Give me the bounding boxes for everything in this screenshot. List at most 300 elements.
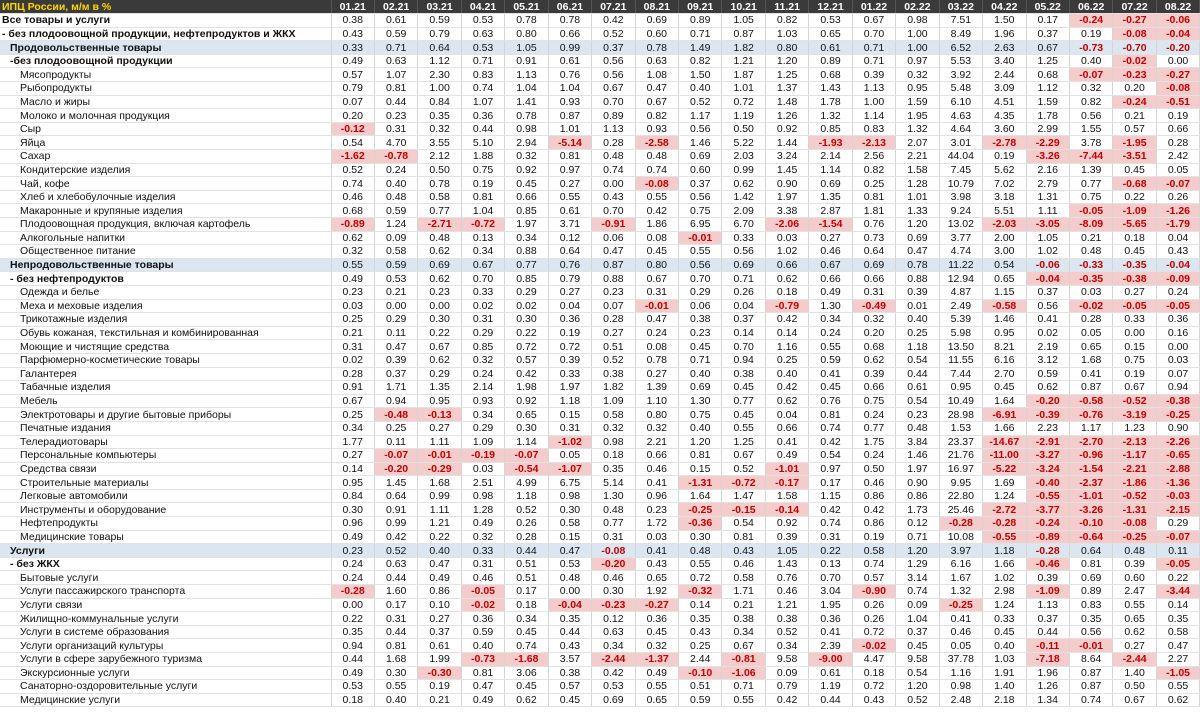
row-label[interactable]: Рыбопродукты (0, 82, 331, 96)
value-cell[interactable]: -0.38 (1113, 272, 1156, 286)
value-cell[interactable]: 3.84 (896, 435, 939, 449)
row-label[interactable]: Персональные компьютеры (0, 449, 331, 463)
value-cell[interactable]: -0.08 (1156, 82, 1199, 96)
value-cell[interactable]: 0.54 (896, 394, 939, 408)
value-cell[interactable]: 0.47 (592, 245, 635, 259)
value-cell[interactable]: 8.21 (983, 340, 1026, 354)
value-cell[interactable]: 0.31 (592, 530, 635, 544)
column-header[interactable]: 05.22 (1026, 0, 1069, 14)
value-cell[interactable]: 0.67 (852, 14, 895, 28)
value-cell[interactable]: 0.18 (1113, 231, 1156, 245)
value-cell[interactable]: 0.99 (722, 163, 765, 177)
value-cell[interactable]: 3.92 (939, 68, 982, 82)
value-cell[interactable]: 0.29 (374, 313, 417, 327)
value-cell[interactable]: 0.23 (331, 544, 374, 558)
value-cell[interactable]: 0.47 (548, 544, 591, 558)
value-cell[interactable]: 0.31 (809, 530, 852, 544)
value-cell[interactable]: 2.16 (1026, 163, 1069, 177)
value-cell[interactable]: 0.55 (679, 245, 722, 259)
value-cell[interactable]: 9.58 (765, 653, 808, 667)
value-cell[interactable]: 1.68 (374, 653, 417, 667)
value-cell[interactable]: 0.02 (331, 353, 374, 367)
row-label[interactable]: Медицинские товары (0, 530, 331, 544)
value-cell[interactable]: 7.51 (939, 14, 982, 28)
value-cell[interactable]: -0.81 (722, 653, 765, 667)
value-cell[interactable]: 0.26 (852, 612, 895, 626)
value-cell[interactable]: 0.43 (679, 625, 722, 639)
value-cell[interactable]: 2.23 (1026, 421, 1069, 435)
value-cell[interactable]: 4.64 (939, 122, 982, 136)
row-label[interactable]: Строительные материалы (0, 476, 331, 490)
value-cell[interactable]: 0.03 (1069, 285, 1112, 299)
value-cell[interactable]: 0.31 (635, 285, 678, 299)
value-cell[interactable]: 1.97 (505, 218, 548, 232)
value-cell[interactable]: 0.94 (1156, 381, 1199, 395)
column-header[interactable]: 11.21 (765, 0, 808, 14)
value-cell[interactable]: 0.48 (592, 150, 635, 164)
value-cell[interactable]: 1.59 (1026, 95, 1069, 109)
value-cell[interactable]: 1.02 (1026, 245, 1069, 259)
value-cell[interactable]: 1.45 (374, 476, 417, 490)
value-cell[interactable]: 1.47 (722, 489, 765, 503)
value-cell[interactable]: 0.06 (679, 299, 722, 313)
value-cell[interactable]: 0.40 (983, 639, 1026, 653)
value-cell[interactable]: 2.51 (461, 476, 504, 490)
value-cell[interactable]: 1.14 (852, 109, 895, 123)
value-cell[interactable]: 1.43 (809, 82, 852, 96)
value-cell[interactable]: -3.19 (1113, 408, 1156, 422)
row-label[interactable]: Обувь кожаная, текстильная и комбинированная (0, 326, 331, 340)
value-cell[interactable]: 3.09 (983, 82, 1026, 96)
value-cell[interactable]: -0.20 (1026, 394, 1069, 408)
value-cell[interactable]: 0.52 (592, 353, 635, 367)
value-cell[interactable]: 1.16 (939, 666, 982, 680)
value-cell[interactable]: 1.96 (1026, 666, 1069, 680)
value-cell[interactable]: 0.92 (505, 394, 548, 408)
value-cell[interactable]: -7.18 (1026, 653, 1069, 667)
value-cell[interactable]: 0.61 (548, 204, 591, 218)
row-label[interactable]: Галантерея (0, 367, 331, 381)
value-cell[interactable]: 0.03 (461, 462, 504, 476)
value-cell[interactable]: 0.63 (374, 557, 417, 571)
value-cell[interactable]: 0.21 (418, 693, 461, 707)
value-cell[interactable]: 2.49 (939, 299, 982, 313)
value-cell[interactable]: 25.46 (939, 503, 982, 517)
value-cell[interactable]: 0.49 (809, 285, 852, 299)
value-cell[interactable]: 0.90 (765, 177, 808, 191)
value-cell[interactable]: 1.11 (418, 435, 461, 449)
value-cell[interactable]: 0.74 (331, 177, 374, 191)
value-cell[interactable]: 1.78 (1026, 109, 1069, 123)
value-cell[interactable]: 0.92 (765, 122, 808, 136)
value-cell[interactable]: -0.48 (374, 408, 417, 422)
value-cell[interactable]: 0.59 (679, 693, 722, 707)
value-cell[interactable]: 0.18 (505, 598, 548, 612)
value-cell[interactable]: -0.02 (852, 639, 895, 653)
value-cell[interactable]: -0.25 (939, 598, 982, 612)
value-cell[interactable]: 0.45 (1113, 245, 1156, 259)
value-cell[interactable]: -0.02 (1113, 54, 1156, 68)
row-label[interactable]: Хлеб и хлебобулочные изделия (0, 190, 331, 204)
value-cell[interactable]: 0.22 (331, 612, 374, 626)
value-cell[interactable]: 0.00 (1156, 54, 1199, 68)
value-cell[interactable]: 0.56 (1069, 109, 1112, 123)
value-cell[interactable]: 0.45 (635, 625, 678, 639)
value-cell[interactable]: 0.75 (461, 163, 504, 177)
value-cell[interactable]: 12.94 (939, 272, 982, 286)
value-cell[interactable]: 0.64 (852, 245, 895, 259)
value-cell[interactable]: 0.69 (809, 177, 852, 191)
value-cell[interactable]: 0.44 (548, 625, 591, 639)
value-cell[interactable]: -1.37 (635, 653, 678, 667)
value-cell[interactable]: 0.69 (1069, 571, 1112, 585)
value-cell[interactable]: 0.95 (896, 82, 939, 96)
value-cell[interactable]: 0.24 (331, 557, 374, 571)
value-cell[interactable]: 0.32 (852, 313, 895, 327)
value-cell[interactable]: 0.61 (374, 14, 417, 28)
value-cell[interactable]: 0.81 (548, 150, 591, 164)
value-cell[interactable]: 0.60 (679, 163, 722, 177)
value-cell[interactable]: 6.95 (679, 218, 722, 232)
value-cell[interactable]: 44.04 (939, 150, 982, 164)
row-label[interactable]: Услуги организаций культуры (0, 639, 331, 653)
value-cell[interactable]: 1.12 (1026, 82, 1069, 96)
value-cell[interactable]: -0.15 (722, 503, 765, 517)
value-cell[interactable]: 0.19 (418, 680, 461, 694)
value-cell[interactable]: 0.88 (896, 272, 939, 286)
value-cell[interactable]: 0.14 (331, 462, 374, 476)
value-cell[interactable]: 1.05 (722, 14, 765, 28)
value-cell[interactable]: 0.33 (722, 231, 765, 245)
value-cell[interactable]: 0.24 (852, 408, 895, 422)
value-cell[interactable]: 0.53 (548, 557, 591, 571)
value-cell[interactable]: -0.28 (939, 517, 982, 531)
value-cell[interactable]: 1.68 (418, 476, 461, 490)
value-cell[interactable]: 0.49 (418, 571, 461, 585)
value-cell[interactable]: 0.62 (852, 353, 895, 367)
value-cell[interactable]: 0.72 (852, 680, 895, 694)
value-cell[interactable]: 4.35 (983, 109, 1026, 123)
value-cell[interactable]: 0.46 (331, 190, 374, 204)
value-cell[interactable]: -3.51 (1113, 150, 1156, 164)
value-cell[interactable]: 1.86 (635, 218, 678, 232)
value-cell[interactable]: 0.90 (1156, 421, 1199, 435)
value-cell[interactable]: 1.91 (983, 666, 1026, 680)
value-cell[interactable]: 0.24 (852, 449, 895, 463)
value-cell[interactable]: -0.24 (1026, 517, 1069, 531)
value-cell[interactable]: 0.89 (592, 109, 635, 123)
value-cell[interactable]: 1.19 (809, 680, 852, 694)
value-cell[interactable]: 0.00 (418, 299, 461, 313)
value-cell[interactable]: 0.41 (939, 612, 982, 626)
value-cell[interactable]: 0.69 (679, 150, 722, 164)
value-cell[interactable]: 0.83 (852, 122, 895, 136)
value-cell[interactable]: 0.25 (679, 639, 722, 653)
value-cell[interactable]: 0.62 (418, 272, 461, 286)
value-cell[interactable]: 0.65 (505, 408, 548, 422)
value-cell[interactable]: -0.27 (1156, 68, 1199, 82)
value-cell[interactable]: 0.20 (331, 109, 374, 123)
value-cell[interactable]: -0.30 (418, 666, 461, 680)
value-cell[interactable]: 0.09 (374, 231, 417, 245)
value-cell[interactable]: 0.26 (1156, 190, 1199, 204)
value-cell[interactable]: 2.21 (635, 435, 678, 449)
value-cell[interactable]: 3.71 (548, 218, 591, 232)
value-cell[interactable]: 0.23 (896, 408, 939, 422)
value-cell[interactable]: 3.06 (505, 666, 548, 680)
value-cell[interactable]: 1.17 (679, 109, 722, 123)
value-cell[interactable]: 0.56 (722, 245, 765, 259)
sheet-title[interactable]: ИПЦ России, м/м в % (0, 0, 331, 14)
row-label[interactable]: Сахар (0, 150, 331, 164)
value-cell[interactable]: -0.33 (1069, 258, 1112, 272)
value-cell[interactable]: 0.14 (765, 326, 808, 340)
value-cell[interactable]: 0.00 (1156, 340, 1199, 354)
value-cell[interactable]: 0.61 (809, 666, 852, 680)
value-cell[interactable]: 0.11 (374, 326, 417, 340)
value-cell[interactable]: 0.66 (635, 449, 678, 463)
value-cell[interactable]: -3.24 (1026, 462, 1069, 476)
value-cell[interactable]: 0.38 (765, 612, 808, 626)
value-cell[interactable]: 0.78 (896, 258, 939, 272)
value-cell[interactable]: 1.64 (679, 489, 722, 503)
value-cell[interactable]: 0.04 (722, 299, 765, 313)
row-label[interactable]: Трикотажные изделия (0, 313, 331, 327)
value-cell[interactable]: 0.51 (505, 571, 548, 585)
value-cell[interactable]: 0.42 (809, 435, 852, 449)
value-cell[interactable]: 0.71 (852, 54, 895, 68)
value-cell[interactable]: 1.99 (418, 653, 461, 667)
value-cell[interactable]: -0.11 (1026, 639, 1069, 653)
value-cell[interactable]: 0.28 (331, 367, 374, 381)
value-cell[interactable]: 0.31 (461, 557, 504, 571)
value-cell[interactable]: 0.53 (461, 41, 504, 55)
value-cell[interactable]: 0.39 (852, 367, 895, 381)
row-label[interactable]: -без плодоовощной продукции (0, 54, 331, 68)
value-cell[interactable]: 0.15 (548, 530, 591, 544)
row-label[interactable]: Печатные издания (0, 421, 331, 435)
value-cell[interactable]: 0.87 (722, 27, 765, 41)
value-cell[interactable]: 0.59 (809, 353, 852, 367)
value-cell[interactable]: 1.19 (722, 109, 765, 123)
value-cell[interactable]: 0.59 (1026, 367, 1069, 381)
value-cell[interactable]: 8.49 (939, 27, 982, 41)
value-cell[interactable]: 1.77 (331, 435, 374, 449)
value-cell[interactable]: 0.36 (635, 612, 678, 626)
value-cell[interactable]: 0.75 (1069, 190, 1112, 204)
value-cell[interactable]: 7.44 (939, 367, 982, 381)
value-cell[interactable]: 0.77 (722, 394, 765, 408)
value-cell[interactable]: 0.32 (635, 421, 678, 435)
value-cell[interactable]: 0.59 (461, 625, 504, 639)
value-cell[interactable]: -0.04 (1026, 272, 1069, 286)
value-cell[interactable]: 0.34 (809, 313, 852, 327)
value-cell[interactable]: -3.26 (1069, 503, 1112, 517)
value-cell[interactable]: 0.22 (505, 326, 548, 340)
value-cell[interactable]: -0.28 (983, 517, 1026, 531)
value-cell[interactable]: 0.50 (722, 122, 765, 136)
value-cell[interactable]: 3.57 (548, 653, 591, 667)
value-cell[interactable]: 3.40 (983, 54, 1026, 68)
value-cell[interactable]: 0.93 (548, 95, 591, 109)
value-cell[interactable]: 1.81 (852, 204, 895, 218)
value-cell[interactable]: -0.05 (1156, 557, 1199, 571)
value-cell[interactable]: 0.51 (592, 340, 635, 354)
value-cell[interactable]: 0.31 (852, 285, 895, 299)
value-cell[interactable]: 1.39 (635, 381, 678, 395)
row-label[interactable]: Медицинские услуги (0, 693, 331, 707)
value-cell[interactable]: -1.31 (679, 476, 722, 490)
value-cell[interactable]: 0.45 (983, 625, 1026, 639)
value-cell[interactable]: 1.97 (548, 381, 591, 395)
value-cell[interactable]: -5.65 (1113, 218, 1156, 232)
value-cell[interactable]: 0.40 (896, 313, 939, 327)
value-cell[interactable]: -0.55 (1026, 489, 1069, 503)
value-cell[interactable]: 3.12 (1026, 353, 1069, 367)
value-cell[interactable]: 0.69 (722, 258, 765, 272)
column-header[interactable]: 01.22 (852, 0, 895, 14)
value-cell[interactable]: 0.45 (896, 639, 939, 653)
value-cell[interactable]: 0.22 (809, 544, 852, 558)
value-cell[interactable]: -14.67 (983, 435, 1026, 449)
value-cell[interactable]: 0.35 (679, 612, 722, 626)
value-cell[interactable]: 1.40 (1113, 666, 1156, 680)
value-cell[interactable]: 16.97 (939, 462, 982, 476)
value-cell[interactable]: -3.27 (1026, 449, 1069, 463)
value-cell[interactable]: 0.37 (896, 625, 939, 639)
column-header[interactable]: 02.21 (374, 0, 417, 14)
value-cell[interactable]: 0.28 (592, 136, 635, 150)
value-cell[interactable]: 0.71 (461, 54, 504, 68)
value-cell[interactable]: 1.01 (722, 82, 765, 96)
value-cell[interactable]: 0.81 (461, 190, 504, 204)
value-cell[interactable]: 0.82 (1069, 95, 1112, 109)
row-label[interactable]: Телерадиотовары (0, 435, 331, 449)
value-cell[interactable]: 0.75 (679, 204, 722, 218)
value-cell[interactable]: 0.68 (331, 204, 374, 218)
value-cell[interactable]: 0.53 (331, 680, 374, 694)
value-cell[interactable]: 0.46 (635, 462, 678, 476)
value-cell[interactable]: 0.65 (1113, 612, 1156, 626)
value-cell[interactable]: 0.59 (374, 258, 417, 272)
value-cell[interactable]: 1.92 (635, 585, 678, 599)
value-cell[interactable]: 3.01 (939, 136, 982, 150)
value-cell[interactable]: 0.54 (722, 517, 765, 531)
value-cell[interactable]: 0.19 (1069, 27, 1112, 41)
value-cell[interactable]: -3.77 (1026, 503, 1069, 517)
value-cell[interactable]: -0.35 (1069, 272, 1112, 286)
value-cell[interactable]: 0.55 (331, 258, 374, 272)
value-cell[interactable]: 2.70 (983, 367, 1026, 381)
value-cell[interactable]: 1.97 (896, 462, 939, 476)
value-cell[interactable]: 0.49 (331, 54, 374, 68)
value-cell[interactable]: -0.73 (1069, 41, 1112, 55)
value-cell[interactable]: 0.24 (331, 571, 374, 585)
value-cell[interactable]: 0.29 (1156, 517, 1199, 531)
value-cell[interactable]: 0.05 (1069, 326, 1112, 340)
value-cell[interactable]: 1.46 (679, 136, 722, 150)
value-cell[interactable]: 3.18 (983, 190, 1026, 204)
value-cell[interactable]: 0.35 (548, 612, 591, 626)
value-cell[interactable]: 0.67 (1113, 693, 1156, 707)
value-cell[interactable]: 0.48 (635, 150, 678, 164)
value-cell[interactable]: 0.29 (461, 326, 504, 340)
value-cell[interactable]: -0.13 (418, 408, 461, 422)
value-cell[interactable]: 1.00 (852, 95, 895, 109)
value-cell[interactable]: 1.11 (1026, 204, 1069, 218)
value-cell[interactable]: 0.69 (679, 381, 722, 395)
value-cell[interactable]: 0.66 (765, 258, 808, 272)
value-cell[interactable]: 0.48 (679, 544, 722, 558)
value-cell[interactable]: 0.55 (722, 693, 765, 707)
value-cell[interactable]: 0.44 (374, 625, 417, 639)
value-cell[interactable]: 0.76 (765, 571, 808, 585)
value-cell[interactable]: 0.46 (592, 571, 635, 585)
value-cell[interactable]: 0.01 (896, 299, 939, 313)
value-cell[interactable]: 1.00 (896, 41, 939, 55)
value-cell[interactable]: 0.81 (809, 408, 852, 422)
row-label[interactable]: Услуги связи (0, 598, 331, 612)
value-cell[interactable]: 0.47 (1156, 639, 1199, 653)
value-cell[interactable]: 0.25 (331, 313, 374, 327)
value-cell[interactable]: -0.04 (1156, 27, 1199, 41)
value-cell[interactable]: 1.04 (548, 82, 591, 96)
value-cell[interactable]: 0.55 (374, 680, 417, 694)
value-cell[interactable]: 1.59 (896, 95, 939, 109)
value-cell[interactable]: -1.26 (1156, 204, 1199, 218)
value-cell[interactable]: -0.05 (1069, 204, 1112, 218)
column-header[interactable]: 03.22 (939, 0, 982, 14)
value-cell[interactable]: 0.39 (1026, 571, 1069, 585)
value-cell[interactable]: 0.62 (418, 245, 461, 259)
value-cell[interactable]: 0.32 (461, 530, 504, 544)
value-cell[interactable]: 0.45 (548, 693, 591, 707)
value-cell[interactable]: 0.67 (461, 258, 504, 272)
value-cell[interactable]: 28.98 (939, 408, 982, 422)
value-cell[interactable]: -11.00 (983, 449, 1026, 463)
value-cell[interactable]: 0.31 (331, 340, 374, 354)
value-cell[interactable]: 1.08 (635, 68, 678, 82)
value-cell[interactable]: -0.29 (418, 462, 461, 476)
value-cell[interactable]: -0.46 (1026, 557, 1069, 571)
value-cell[interactable]: 1.13 (852, 82, 895, 96)
value-cell[interactable]: 4.87 (939, 285, 982, 299)
value-cell[interactable]: -1.68 (505, 653, 548, 667)
value-cell[interactable]: 0.29 (679, 285, 722, 299)
value-cell[interactable]: 0.18 (765, 285, 808, 299)
value-cell[interactable]: 0.34 (331, 421, 374, 435)
value-cell[interactable]: 0.10 (418, 598, 461, 612)
value-cell[interactable]: -2.88 (1156, 462, 1199, 476)
value-cell[interactable]: 2.94 (505, 136, 548, 150)
value-cell[interactable]: 0.34 (461, 245, 504, 259)
value-cell[interactable]: -0.07 (374, 449, 417, 463)
value-cell[interactable]: 1.34 (1026, 693, 1069, 707)
value-cell[interactable]: 1.87 (722, 68, 765, 82)
value-cell[interactable]: 0.55 (679, 557, 722, 571)
value-cell[interactable]: 0.71 (722, 680, 765, 694)
value-cell[interactable]: 0.26 (722, 285, 765, 299)
value-cell[interactable]: 0.47 (418, 557, 461, 571)
value-cell[interactable]: 0.67 (635, 95, 678, 109)
value-cell[interactable]: 0.88 (592, 272, 635, 286)
value-cell[interactable]: 0.58 (852, 544, 895, 558)
value-cell[interactable]: -0.17 (765, 476, 808, 490)
value-cell[interactable]: 0.45 (809, 381, 852, 395)
value-cell[interactable]: 0.57 (852, 571, 895, 585)
value-cell[interactable]: 0.22 (1113, 190, 1156, 204)
value-cell[interactable]: 37.78 (939, 653, 982, 667)
